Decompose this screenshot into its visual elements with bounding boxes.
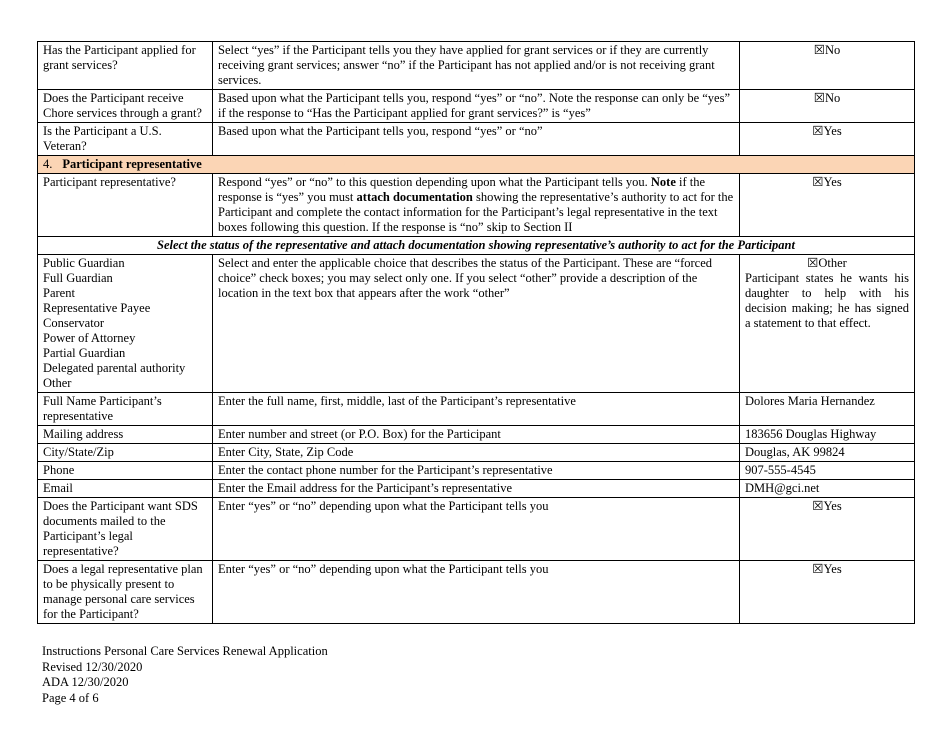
table-row bbox=[38, 561, 915, 624]
status-option: Representative Payee bbox=[43, 301, 151, 315]
instruction-cell: Enter City, State, Zip Code bbox=[213, 444, 740, 462]
answer-checkbox[interactable]: ☒Yes bbox=[740, 561, 915, 624]
question-cell: Is the Participant a U.S. Veteran? bbox=[38, 123, 213, 156]
status-option: Full Guardian bbox=[43, 271, 113, 285]
table-row bbox=[38, 462, 915, 480]
status-option: Public Guardian bbox=[43, 256, 125, 270]
section-title: Participant representative bbox=[62, 157, 202, 171]
question-cell: City/State/Zip bbox=[38, 444, 213, 462]
answer-checkbox[interactable]: ☒Yes bbox=[740, 123, 915, 156]
status-option: Other bbox=[43, 376, 72, 390]
question-cell: Phone bbox=[38, 462, 213, 480]
instruction-cell: Select “yes” if the Participant tells you they have applied for grant services or if they are currently receiving grant services; answer “no” if the Participant has not applied and/or is not receiving grant services. bbox=[213, 42, 740, 90]
question-cell: Participant representative? bbox=[38, 174, 213, 237]
status-option: Power of Attorney bbox=[43, 331, 136, 345]
question-cell: Mailing address bbox=[38, 426, 213, 444]
instruction-cell: Enter number and street (or P.O. Box) for the Participant bbox=[213, 426, 740, 444]
instruction-cell: Enter “yes” or “no” depending upon what the Participant tells you bbox=[213, 498, 740, 561]
status-option: Partial Guardian bbox=[43, 346, 126, 360]
table-row bbox=[38, 393, 915, 426]
instruction-cell: Based upon what the Participant tells you, respond “yes” or “no”. Note the response can only be “yes” if the response to “Has the Participant applied for grant services?” is “yes” bbox=[213, 90, 740, 123]
table-row bbox=[38, 174, 915, 237]
question-cell: Full Name Participant’s representative bbox=[38, 393, 213, 426]
instruction-cell: Enter the Email address for the Participant’s representative bbox=[213, 480, 740, 498]
table-row bbox=[38, 498, 915, 561]
instruction-cell: Select and enter the applicable choice that describes the status of the Participant. These are “forced choice” check boxes; you may select only one. If you select “other” provide a description of the location in the text box that appears after the work “other” bbox=[213, 255, 740, 393]
table-row bbox=[38, 42, 915, 90]
answer-cell bbox=[740, 255, 915, 393]
answer-checkbox[interactable]: ☒No bbox=[740, 42, 915, 90]
table-row bbox=[38, 480, 915, 498]
answer-checkbox[interactable]: ☒Other bbox=[807, 256, 847, 270]
table-row bbox=[38, 426, 915, 444]
instruction-cell: Based upon what the Participant tells you, respond “yes” or “no” bbox=[213, 123, 740, 156]
question-cell: Has the Participant applied for grant services? bbox=[38, 42, 213, 90]
answer-field[interactable]: DMH@gci.net bbox=[740, 480, 915, 498]
instruction-cell: Enter the contact phone number for the Participant’s representative bbox=[213, 462, 740, 480]
status-option: Conservator bbox=[43, 316, 105, 330]
question-cell: Does the Participant receive Chore services through a grant? bbox=[38, 90, 213, 123]
page-footer bbox=[42, 644, 328, 706]
instruction-cell: Respond “yes” or “no” to this question depending upon what the Participant tells you. Note if the response is “yes” you must attach documentation showing the representative’s authority to act for the Participant and complete the contact information for the Participant’s legal representative in the text boxes following this question. If the response is “no” skip to Section II bbox=[213, 174, 740, 237]
footer-revised: Revised 12/30/2020 bbox=[42, 659, 143, 674]
section-number: 4. bbox=[43, 157, 53, 171]
table-row bbox=[38, 255, 915, 393]
instructions-table bbox=[37, 41, 915, 624]
answer-field[interactable]: Douglas, AK 99824 bbox=[740, 444, 915, 462]
instruction-cell: Enter the full name, first, middle, last of the Participant’s representative bbox=[213, 393, 740, 426]
answer-checkbox[interactable]: ☒Yes bbox=[740, 174, 915, 237]
page-number: Page 4 of 6 bbox=[42, 690, 99, 705]
instruction-cell: Enter “yes” or “no” depending upon what the Participant tells you bbox=[213, 561, 740, 624]
footer-ada: ADA 12/30/2020 bbox=[42, 675, 129, 689]
status-option: Parent bbox=[43, 286, 75, 300]
answer-checkbox[interactable]: ☒No bbox=[740, 90, 915, 123]
status-banner: Select the status of the representative and attach documentation showing representative’s authority to act for the Participant bbox=[38, 237, 915, 255]
answer-field[interactable]: 183656 Douglas Highway bbox=[740, 426, 915, 444]
status-option: Delegated parental authority bbox=[43, 361, 186, 375]
other-description[interactable]: Participant states he wants his daughter to help with his decision making; he has signed a statement to that effect. bbox=[745, 271, 909, 330]
status-options-list bbox=[38, 255, 213, 393]
footer-title: Instructions Personal Care Services Renewal Application bbox=[42, 644, 328, 658]
table-row bbox=[38, 123, 915, 156]
table-row bbox=[38, 90, 915, 123]
table-row bbox=[38, 444, 915, 462]
question-cell: Does the Participant want SDS documents mailed to the Participant’s legal representative? bbox=[38, 498, 213, 561]
answer-checkbox[interactable]: ☒Yes bbox=[740, 498, 915, 561]
section-header bbox=[38, 156, 915, 174]
question-cell: Does a legal representative plan to be physically present to manage personal care services for the Participant? bbox=[38, 561, 213, 624]
answer-field[interactable]: 907-555-4545 bbox=[740, 462, 915, 480]
answer-field[interactable]: Dolores Maria Hernandez bbox=[740, 393, 915, 426]
question-cell: Email bbox=[38, 480, 213, 498]
